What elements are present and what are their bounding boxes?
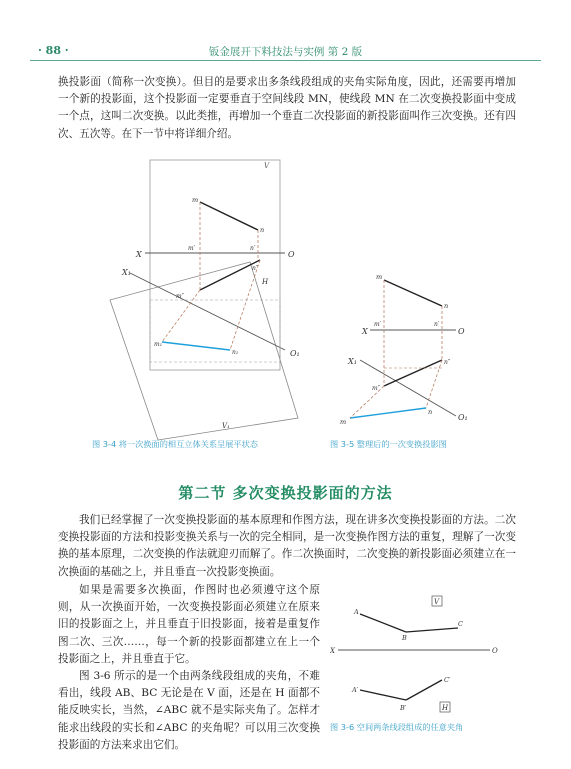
- label-n-bottom: n: [428, 408, 433, 416]
- paragraph-2: 我们已经掌握了一次变换投影面的基本原理和作图方法，现在讲多次变换投影面的方法。二次变换投影面的方法和投影变换关系与一次的完全相同，是一次变换作图方法的重复，理解了一次变换的基本原理，二次变换的作法就迎刃而解了。作二次换面时，二次变换的新投影面必须建立在一次换面的基础之上，并且垂直一次投影变换面。: [58, 514, 516, 578]
- label-n-double-prime: n″: [252, 265, 259, 272]
- label-a-top: A: [354, 608, 359, 616]
- figure-3-5: [330, 268, 480, 438]
- line-mn-v: [384, 280, 442, 306]
- label-c-top: C: [458, 620, 463, 628]
- line-mn-true-length: [350, 408, 426, 418]
- label-o1: O₁: [458, 413, 468, 422]
- intro-paragraph: 换投影面（简称一次变换）。但目的是要求出多条线段组成的夹角实际角度，因此，还需要再增加一个新的投影面，这个投影面一定要垂直于空间线段 MN，使线段 MN 在二次变换投影面中变成一个点，这叫二次变换。以此类推，再增加一个垂直二次投影面的新投影面叫作三次变换。还有四次、五次等。在下一节中将详细介绍。: [58, 76, 516, 140]
- page-number: · 88 ·: [38, 44, 69, 57]
- line-bc-v: [406, 628, 458, 632]
- projector-n1: [426, 360, 442, 408]
- line-mn-h: [200, 260, 260, 290]
- line-ab-v: [360, 614, 406, 632]
- label-h: H: [442, 704, 449, 712]
- label-v: V: [264, 162, 270, 170]
- paragraph-4: 图 3-6 所示的是一个由两条线段组成的夹角，不难看出，线段 AB、BC 无论是在 V 面，还是在 H 面都不能反映实长，当然，∠ABC 就不是实际夹角了。怎样才能求出线段的实长和∠ABC 的夹角呢？可以用三次变换投影面的方法来求出它们。: [58, 670, 320, 751]
- label-x1: X₁: [348, 357, 357, 366]
- figure-3-6: [330, 592, 500, 722]
- label-m-top: m: [192, 196, 199, 204]
- v-plane-frame: [150, 160, 280, 370]
- label-n-prime: n′: [250, 245, 256, 252]
- label-v1: V₁: [222, 422, 230, 430]
- label-n-prime: n′: [434, 321, 440, 328]
- label-x1: X₁: [122, 268, 131, 277]
- label-n-top: n: [444, 302, 449, 310]
- figure-3-6-caption: 图 3-6 空间两条线段组成的任意夹角: [330, 722, 464, 732]
- label-h: H: [262, 278, 269, 286]
- line-mn-true-length: [162, 342, 230, 350]
- label-x: X: [136, 250, 142, 259]
- label-m-prime: m′: [188, 245, 196, 252]
- line-mn-h: [384, 360, 442, 386]
- label-c-bottom: C′: [444, 676, 451, 684]
- page-header: [30, 44, 541, 61]
- label-o: O: [288, 250, 295, 259]
- label-m1: m₁: [154, 341, 163, 348]
- label-m-prime: m′: [374, 321, 382, 328]
- label-n-top: n: [260, 226, 265, 234]
- section-title: 第二节 多次变换投影面的方法: [178, 484, 393, 502]
- h-plane-dashed: [150, 300, 280, 362]
- label-a-bottom: A′: [352, 686, 359, 694]
- figure-3-4: [100, 150, 310, 440]
- label-x: X: [330, 647, 335, 655]
- label-n1: n₁: [232, 349, 239, 356]
- paragraph-3: 如果是需要多次换面，作图时也必须遵守这个原则，从一次换面开始，一次变换投影面必须建立在原来旧的投影面之上，并且垂直于旧投影面，接着是重复作图二次、三次……，每一个新的投影面都建立在上一个投影面之上，并且垂直于它。: [58, 584, 320, 665]
- label-m-double-prime: m″: [176, 293, 184, 300]
- label-b-top: B: [402, 634, 407, 642]
- label-o: O: [492, 647, 498, 655]
- label-o: O: [458, 327, 465, 336]
- label-m-double-prime: m″: [372, 385, 380, 392]
- line-bc-h: [406, 680, 442, 700]
- label-o1: O₁: [290, 349, 300, 358]
- label-x: X: [362, 327, 368, 336]
- running-title: 钣金展开下料技法与实例 第 2 版: [208, 46, 363, 58]
- line-ab-h: [360, 690, 406, 700]
- label-v: V: [434, 598, 440, 606]
- label-b-bottom: B′: [400, 704, 407, 712]
- label-m-top: m: [376, 273, 383, 281]
- label-n-double-prime: n″: [444, 359, 451, 366]
- line-mn-v: [200, 202, 258, 230]
- figure-3-4-caption: 图 3-4 将一次换面的相互立体关系呈展平状态: [92, 439, 258, 449]
- label-m-bottom: m: [340, 418, 347, 426]
- figure-3-5-caption: 图 3-5 整理后的一次变换投影图: [330, 439, 447, 449]
